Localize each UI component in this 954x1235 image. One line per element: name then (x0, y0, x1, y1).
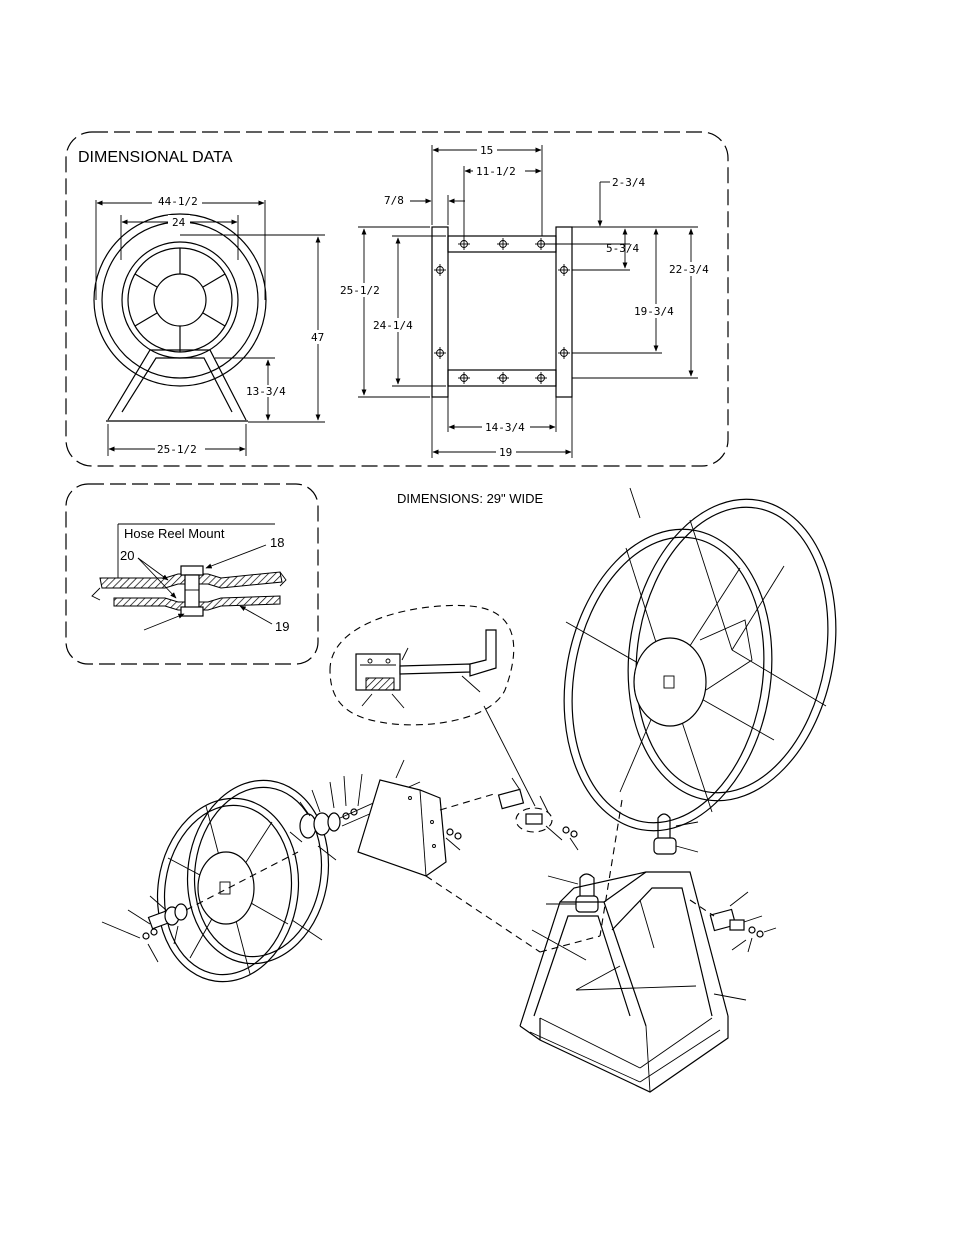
dim-overall: 15 (480, 144, 494, 157)
callout-18: 18 (270, 535, 285, 550)
left-bearing-hardware (102, 852, 298, 962)
side-view-dimensions (96, 195, 326, 456)
dim-base-height: 13-3/4 (246, 385, 286, 398)
latch-hardware (499, 778, 578, 850)
dim-overall-width: 44-1/2 (158, 195, 198, 208)
dim-inner-depth: 19-3/4 (634, 305, 674, 318)
crank-detail (330, 605, 535, 806)
mount-title: Hose Reel Mount (124, 526, 225, 541)
dim-bolt-span: 11-1/2 (476, 165, 516, 178)
reel-side-view (94, 214, 266, 421)
hose-reel-mount-panel (66, 484, 318, 664)
dim-frame-depth: 25-1/2 (340, 284, 380, 297)
panel-title: DIMENSIONAL DATA (78, 149, 233, 166)
dim-outer-depth: 22-3/4 (669, 263, 709, 276)
dim-outer-width: 19 (499, 446, 513, 459)
dim-inner-width: 14-3/4 (485, 421, 525, 434)
reel-top-view (432, 227, 572, 397)
exploded-view (102, 483, 859, 1092)
a-frame-stand (520, 872, 746, 1092)
dim-top-offset: 2-3/4 (612, 176, 646, 189)
dim-frame-inner: 24-1/4 (373, 319, 413, 332)
width-caption: DIMENSIONS: 29" WIDE (397, 491, 544, 506)
dim-edge-offset: 7/8 (384, 194, 404, 207)
dim-height: 47 (311, 331, 325, 344)
dim-drum-width: 24 (172, 216, 186, 229)
callout-19: 19 (275, 619, 290, 634)
crank-bracket (358, 760, 600, 952)
dim-base-width: 25-1/2 (157, 443, 197, 456)
top-view-dimensions (339, 143, 716, 459)
dimensional-data-panel (66, 132, 728, 466)
dim-hole-spacing: 5-3/4 (606, 242, 640, 255)
callout-20: 20 (120, 548, 135, 563)
large-reel-assembly (541, 483, 859, 848)
